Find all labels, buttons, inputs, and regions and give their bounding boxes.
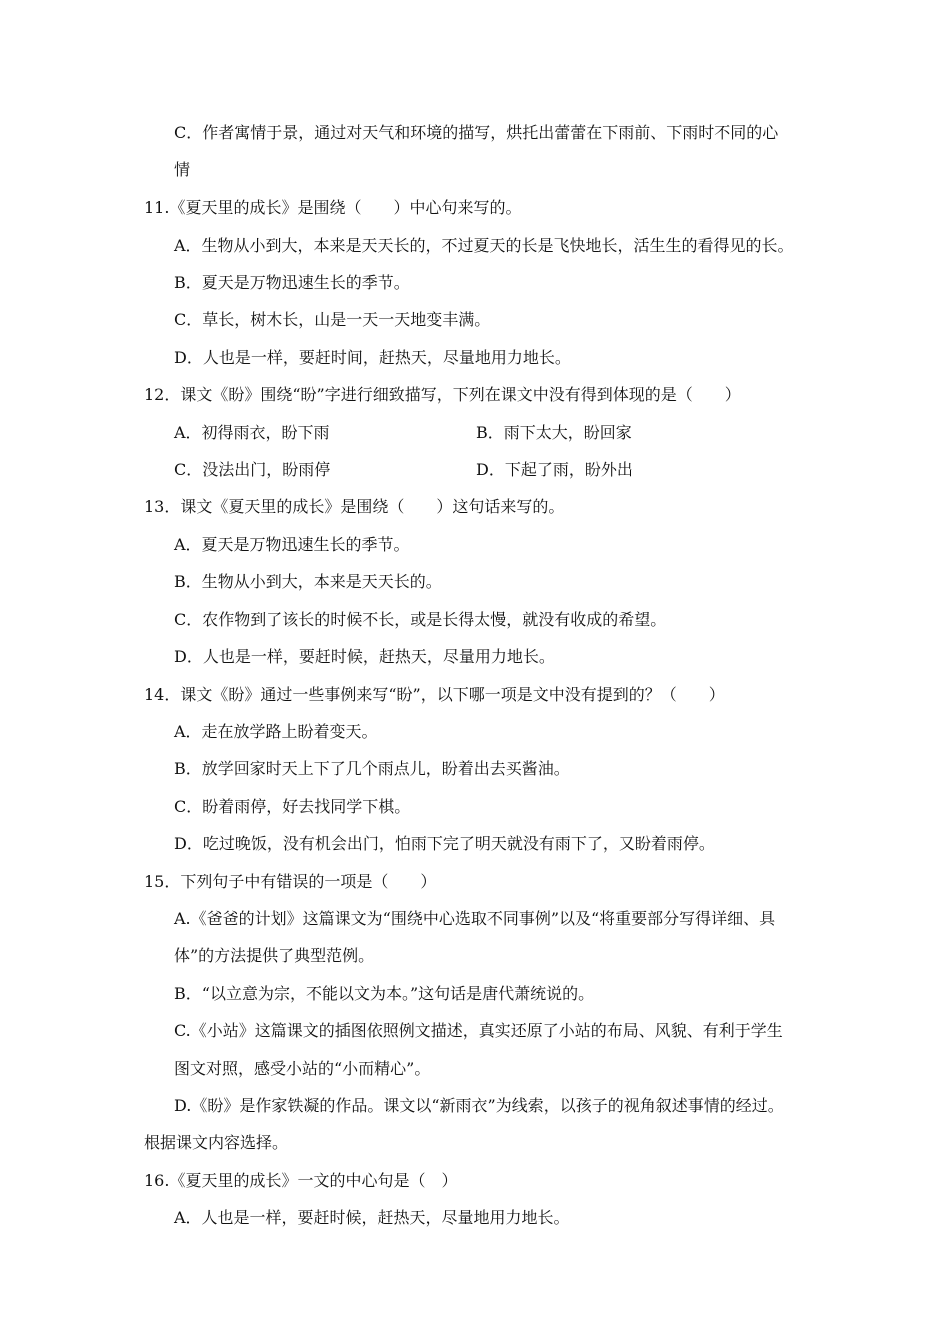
- q13-option-c: C．农作物到了该长的时候不长，或是长得太慢，就没有收成的希望。: [174, 610, 667, 629]
- q11-option-a: A．生物从小到大，本来是天天长的，不过夏天的长是飞快地长，活生生的看得见的长。: [174, 236, 794, 255]
- q16-stem: 16.《夏天里的成长》一文的中心句是（ ）: [144, 1171, 458, 1190]
- q11-option-d: D．人也是一样，要赶时间，赶热天，尽量地用力地长。: [174, 348, 571, 367]
- q12-option-d: D．下起了雨，盼外出: [476, 460, 633, 479]
- q12-stem: 12．课文《盼》围绕“盼”字进行细致描写，下列在课文中没有得到体现的是（ ）: [144, 385, 741, 404]
- q15-option-d: D.《盼》是作家铁凝的作品。课文以“新雨衣”为线索，以孩子的视角叙述事情的经过。: [174, 1096, 784, 1115]
- section-instruction: 根据课文内容选择。: [144, 1133, 289, 1152]
- q15-option-c-line1: C.《小站》这篇课文的插图依照例文描述，真实还原了小站的布局、风貌、有利于学生: [174, 1021, 783, 1040]
- q13-option-d: D．人也是一样，要赶时候，赶热天，尽量用力地长。: [174, 647, 555, 666]
- q15-option-a-line1: A.《爸爸的计划》这篇课文为“围绕中心选取不同事例”以及“将重要部分写得详细、具: [174, 909, 776, 928]
- q11-stem: 11.《夏天里的成长》是围绕（ ）中心句来写的。: [144, 198, 522, 217]
- q14-stem: 14．课文《盼》通过一些事例来写“盼”，以下哪一项是文中没有提到的？（ ）: [144, 685, 725, 704]
- q14-option-c: C．盼着雨停，好去找同学下棋。: [174, 797, 411, 816]
- q14-option-a: A．走在放学路上盼着变天。: [174, 722, 378, 741]
- q15-stem: 15．下列句子中有错误的一项是（ ）: [144, 872, 437, 891]
- q14-option-d: D．吃过晚饭，没有机会出门，怕雨下完了明天就没有雨下了，又盼着雨停。: [174, 834, 715, 853]
- q10-option-c-line1: C．作者寓情于景，通过对天气和环境的描写，烘托出蕾蕾在下雨前、下雨时不同的心: [174, 123, 779, 142]
- q13-option-a: A．夏天是万物迅速生长的季节。: [174, 535, 410, 554]
- q15-option-b: B．“以立意为宗，不能以文为本。”这句话是唐代萧统说的。: [174, 984, 595, 1003]
- q16-option-a: A．人也是一样，要赶时候，赶热天，尽量地用力地长。: [174, 1208, 570, 1227]
- q10-option-c-line2: 情: [174, 160, 191, 179]
- q11-option-b: B．夏天是万物迅速生长的季节。: [174, 273, 410, 292]
- q13-option-b: B．生物从小到大，本来是天天长的。: [174, 572, 442, 591]
- q15-option-a-line2: 体”的方法提供了典型范例。: [174, 946, 375, 965]
- q11-option-c: C．草长，树木长，山是一天一天地变丰满。: [174, 310, 491, 329]
- q12-option-a: A．初得雨衣，盼下雨: [174, 423, 330, 442]
- q12-option-b: B．雨下太大，盼回家: [476, 423, 632, 442]
- q13-stem: 13．课文《夏天里的成长》是围绕（ ）这句话来写的。: [144, 497, 565, 516]
- q12-option-c: C．没法出门，盼雨停: [174, 460, 331, 479]
- q15-option-c-line2: 图文对照，感受小站的“小而精心”。: [174, 1059, 431, 1078]
- q14-option-b: B．放学回家时天上下了几个雨点儿，盼着出去买酱油。: [174, 759, 570, 778]
